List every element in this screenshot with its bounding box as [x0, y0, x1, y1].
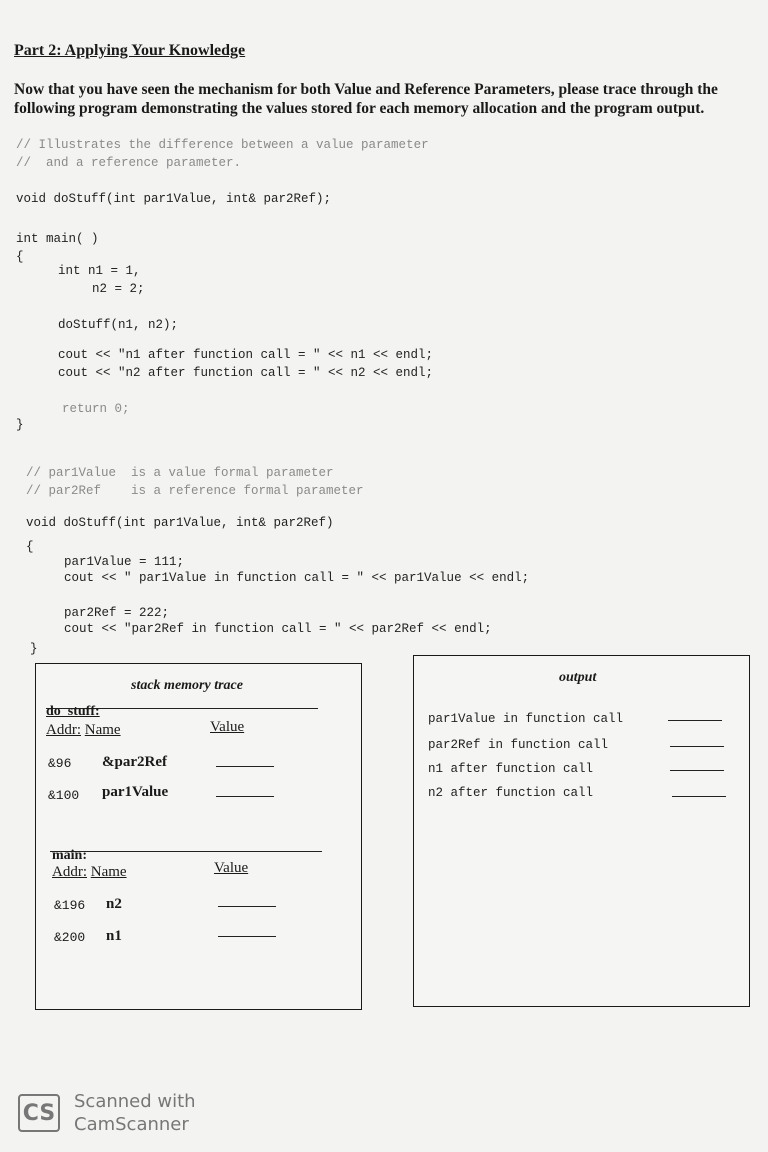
stack-var-name: n2 — [106, 896, 122, 912]
output-line: n2 after function call — [428, 786, 594, 800]
name-header: Name — [90, 864, 127, 880]
output-blank[interactable] — [668, 720, 722, 721]
output-blank[interactable] — [670, 770, 724, 771]
code-line: par2Ref = 222; — [64, 606, 170, 620]
code-line: cout << " par1Value in function call = " << par1Value << endl; — [64, 571, 530, 585]
output-line: n1 after function call — [428, 762, 594, 776]
code-line: return 0; — [62, 402, 130, 416]
code-line: int n1 = 1, — [58, 264, 141, 278]
stack-addr: &200 — [54, 930, 86, 945]
name-header: Name — [84, 722, 121, 738]
output-line: par2Ref in function call — [428, 738, 609, 752]
output-blank[interactable] — [670, 746, 724, 747]
code-brace: { — [16, 250, 24, 264]
addr-header: Addr: — [46, 722, 81, 738]
stack-addr: &96 — [48, 756, 72, 771]
stack-memory-trace-box — [35, 663, 362, 1010]
code-line: n2 = 2; — [92, 282, 145, 296]
do-stuff-frame-label: do_stuff: — [46, 704, 100, 719]
code-line: doStuff(n1, n2); — [58, 318, 179, 332]
stack-var-name: &par2Ref — [102, 754, 167, 770]
code-comment: // and a reference parameter. — [16, 156, 242, 170]
value-blank[interactable] — [218, 906, 276, 907]
code-brace: } — [30, 642, 38, 656]
watermark-line2: CamScanner — [74, 1114, 189, 1135]
addr-header: Addr: — [52, 864, 87, 880]
output-title: output — [559, 670, 597, 685]
code-brace: { — [26, 540, 34, 554]
value-header: Value — [214, 860, 249, 876]
stack-var-name: par1Value — [102, 784, 169, 800]
code-line: cout << "n1 after function call = " << n1 << endl; — [58, 348, 434, 362]
value-blank[interactable] — [216, 796, 274, 797]
code-main-signature: int main( ) — [16, 232, 99, 246]
column-headers — [52, 864, 127, 881]
stack-addr: &100 — [48, 788, 80, 803]
output-line: par1Value in function call — [428, 712, 624, 726]
code-prototype: void doStuff(int par1Value, int& par2Ref); — [16, 192, 332, 206]
code-line: par1Value = 111; — [64, 555, 185, 569]
value-blank[interactable] — [218, 936, 276, 937]
value-blank[interactable] — [216, 766, 274, 767]
code-function-signature: void doStuff(int par1Value, int& par2Ref) — [26, 516, 334, 530]
code-line: cout << "n2 after function call = " << n2 << endl; — [58, 366, 434, 380]
stack-var-name: n1 — [106, 928, 122, 944]
stack-addr: &196 — [54, 898, 86, 913]
code-brace: } — [16, 418, 24, 432]
stack-trace-title: stack memory trace — [131, 678, 243, 693]
watermark-line1: Scanned with — [74, 1091, 196, 1112]
value-header: Value — [210, 719, 245, 735]
output-blank[interactable] — [672, 796, 726, 797]
code-line: cout << "par2Ref in function call = " << par2Ref << endl; — [64, 622, 492, 636]
code-comment: // Illustrates the difference between a value parameter — [16, 138, 429, 152]
page-title: Part 2: Applying Your Knowledge — [14, 42, 246, 59]
main-frame-label: main: — [52, 848, 87, 863]
code-comment: // par2Ref is a reference formal parameter — [26, 484, 364, 498]
instructions-paragraph: Now that you have seen the mechanism for both Value and Reference Parameters, please trace through the following program demonstrating the values stored for each memory allocation and the program output. — [14, 81, 718, 117]
output-box — [413, 655, 750, 1007]
column-headers — [46, 722, 121, 739]
camscanner-logo: CS — [18, 1094, 60, 1132]
code-comment: // par1Value is a value formal parameter — [26, 466, 334, 480]
